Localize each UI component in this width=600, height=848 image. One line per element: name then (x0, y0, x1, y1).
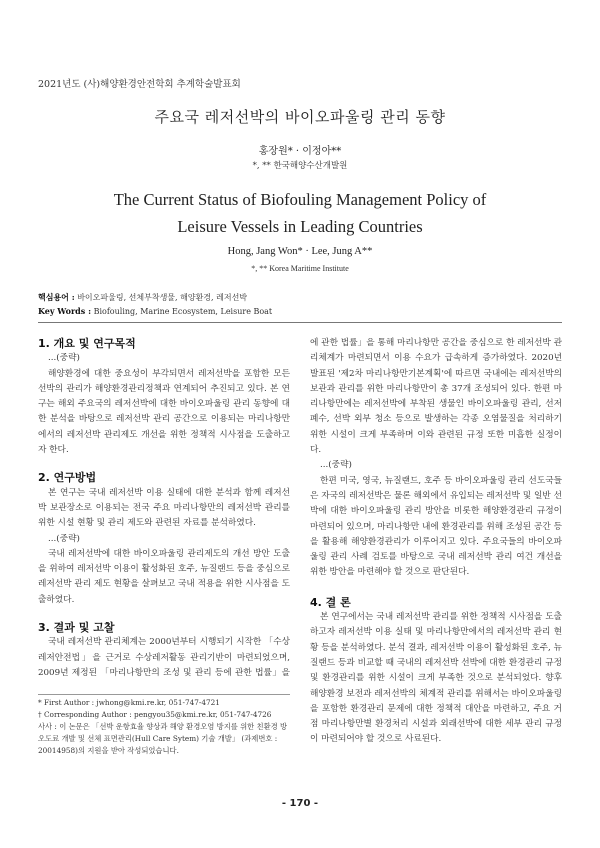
footnote-first-author: * First Author : jwhong@kmi.re.kr, 051-747-4721 (38, 698, 220, 707)
keywords-korean (38, 292, 247, 303)
footnote-corresponding: † Corresponding Author : pengyou35@kmi.re.kr, 051-747-4726 (38, 710, 272, 719)
section3-omission: ...(중략) (320, 460, 352, 471)
footnote-acknowledgement: 사사 : 이 논문은 「선박 운항효율 향상과 해양 환경오염 방지를 위한 친환경 방오도료 개발 및 선체 표면관리(Hull Care Sytem) 기술 개발」 (과제번호 : 20014958)의 지원을 받아 작성되었습니다. (38, 722, 288, 755)
section2-heading: 2. 연구방법 (38, 471, 97, 485)
keywords-korean-label: 핵심용어 : (38, 292, 75, 302)
header-divider (38, 322, 562, 323)
keywords-korean-text: 바이오파울링, 선체부착생물, 해양환경, 레저선박 (77, 293, 248, 302)
affiliation-korean: *, ** 한국해양수산개발원 (252, 161, 348, 171)
page-number: - 170 - (281, 798, 319, 809)
footnotes (38, 697, 290, 757)
authors-korean: 홍장원* · 이정아** (258, 146, 342, 157)
keywords-english-label: Key Words : (38, 306, 92, 316)
title-korean: 주요국 레저선박의 바이오파울링 관리 동향 (154, 108, 446, 126)
right-column (310, 336, 562, 748)
authors-english: Hong, Jang Won* · Lee, Jung A** (227, 246, 373, 257)
section1-paragraph: 해양환경에 대한 중요성이 부각되면서 레저선박을 포함한 모든 선박의 관리가 해양환경관리정책과 연계되어 추진되고 있다. 본 연구는 해외 주요국의 레저선박에 대한 바이오파울링 관리 동향에 대한 분석을 바탕으로 레저선박 관리 공간으로 이용되는 마리나항만에서의 레저선박 관리제도 개선을 위한 정책적 시사점을 도출하고자 한다. (38, 368, 290, 456)
affiliation-english: *, ** Korea Maritime Institute (251, 264, 349, 273)
keywords-english (38, 306, 272, 316)
section2-paragraph2: 국내 레저선박에 대한 바이오파울링 관리제도의 개선 방안 도출을 위하여 레저선박 이용이 활성화된 호주, 뉴질랜드 등을 중심으로 레저선박 관리 제도 현황을 살펴보고 국내 적용을 위한 시사점을 도출하였다. (38, 548, 290, 605)
section4-paragraph: 본 연구에서는 국내 레저선박 관리를 위한 정책적 시사점을 도출하고자 레저선박 이용 실태 및 마리나항만에서의 레저선박 관리 현황 등을 분석하였다. 분석 결과, 레저선박 이용이 활성화된 호주, 뉴질랜드 등과 비교할 때 국내의 레저선박 선박에 대한 환경관리 규정 및 환경관리를 위한 시설이 크게 부족한 것으로 분석되었다. 향후 해양환경 보전과 레저선박의 체계적 관리를 위해서는 바이오파울링을 포함한 환경관리 문제에 대한 정책적 대안을 마련하고, 주요 거점 마리나항만별 환경처리 시설과 외래선박에 대한 세부 관리 규정이 마련되어야 할 것으로 사료된다. (310, 612, 562, 745)
keywords-english-text: Biofouling, Marine Ecosystem, Leisure Boat (93, 307, 273, 316)
section4-heading: 4. 결 론 (310, 595, 351, 609)
title-english-line2: Leisure Vessels in Leading Countries (177, 217, 423, 236)
conference-header: 2021년도 (사)해양환경안전학회 추계학술발표회 (38, 79, 241, 90)
section2-omission: ...(중략) (48, 533, 80, 544)
section3-paragraph1-continued: 에 관한 법률」을 통해 마리나항만 공간을 중심으로 한 레저선박 관리체계가 마련되면서 이용 수요가 급속하게 증가하였다. 2020년 발표된 '제2차 마리나항만기본계획'에 따르면 국내에는 레저선박의 보관과 관리를 위한 마리나항만이 총 37개 조성되어 있다. 한편 마리나항만에는 레저선박에 부착된 생물인 바이오파울링 관리, 선저 폐수, 선박 외부 청소 등으로 발생하는 각종 오염물질을 처리하기 위한 시설이 크게 부족하며 이와 관련된 규정 또한 미흡한 실정이다. (310, 338, 562, 456)
section3-heading: 3. 결과 및 고찰 (38, 621, 115, 635)
section2-paragraph1: 본 연구는 국내 레저선박 이용 실태에 대한 분석과 함께 레저선박 보관장소로 이용되는 전국 주요 마리나항만의 레저선박 관리를 위한 시설 현황 및 관리 제도와 관련된 자료를 분석하였다. (38, 487, 290, 529)
left-column (38, 336, 290, 681)
footnote-divider (38, 694, 290, 695)
section3-paragraph2: 한편 미국, 영국, 뉴질랜드, 호주 등 바이오파울링 관리 선도국들은 자국의 레저선박은 물론 해외에서 유입되는 레저선박 및 일반 선박에 대한 바이오파울링 관리 방안을 비롯한 해양환경관리 규정이 마련되어 있으며, 마리나항만 내에 환경관리를 위해 조성된 공간 등을 활용해 해양환경관리가 이루어지고 있다. 주요국들의 바이오파울링 관리 사례 검토를 바탕으로 국내 레저선박 관리 여건 개선을 위한 방안을 마련해야 할 것으로 판단된다. (310, 475, 562, 578)
title-english-line1: The Current Status of Biofouling Management Policy of (113, 190, 487, 209)
section1-omission: ...(중략) (48, 353, 80, 364)
title-english (0, 186, 600, 240)
section3-paragraph1: 국내 레저선박 관리체계는 2000년부터 시행되기 시작한 「수상레저안전법」을 근거로 수상레저활동 관리기반이 마련되었으며, 2009년 제정된 「마리나항만의 조성 및 관리 등에 관한 법률」을 (38, 637, 290, 678)
section1-heading: 1. 개요 및 연구목적 (38, 337, 136, 350)
